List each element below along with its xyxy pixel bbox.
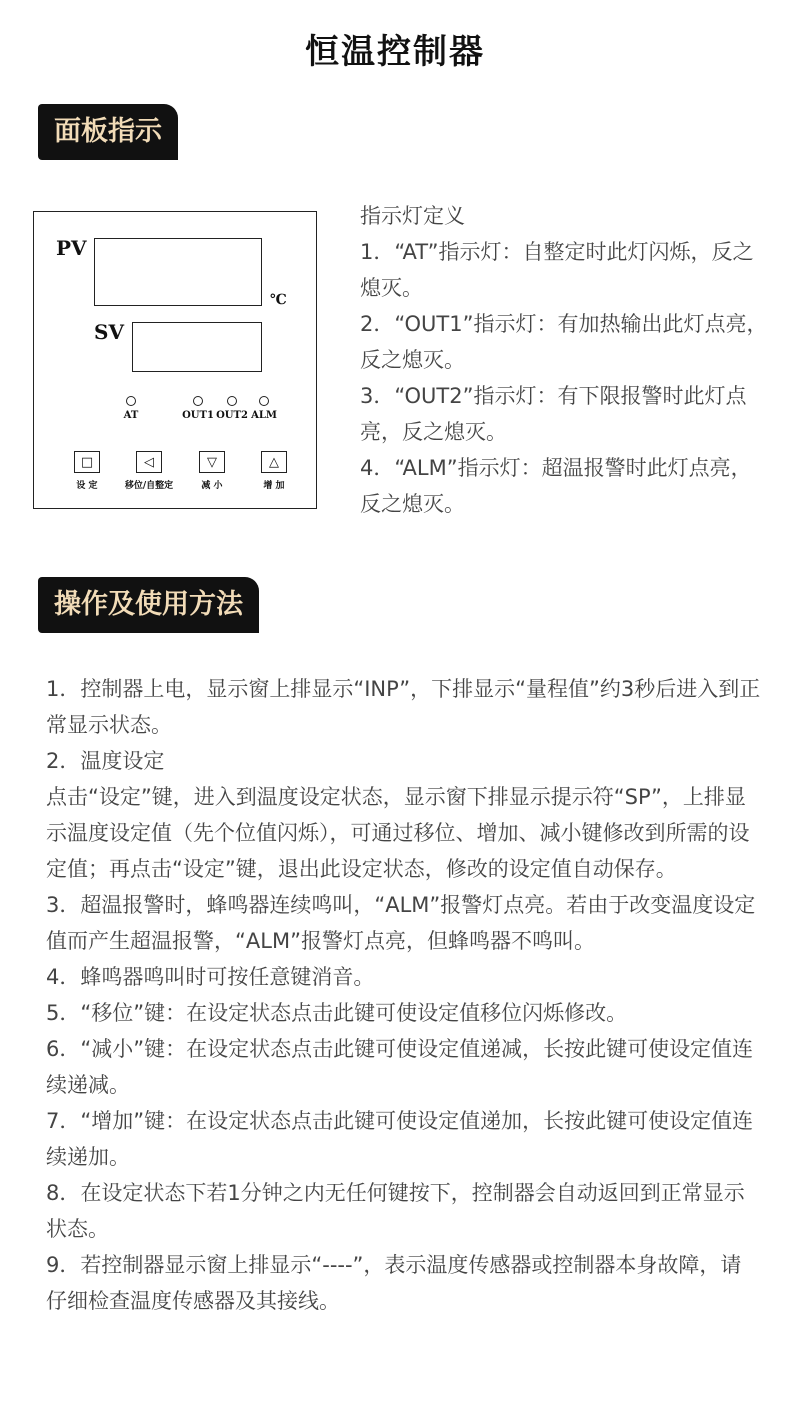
shift-key [136,451,162,473]
legend-item: 3．“OUT2”指示灯：有下限报警时此灯点亮，反之熄灭。 [360,384,747,444]
decrease-key-label: 减 小 [201,481,223,491]
triangle-down-icon: ▽ [207,454,217,470]
decrease-key [199,451,225,473]
unit-label: ℃ [270,292,287,308]
increase-key [261,451,287,473]
led-out2 [227,396,237,406]
instruction-item: 7．“增加”键：在设定状态点击此键可使设定值递加，长按此键可使设定值连续递加。 [46,1109,754,1169]
instruction-item: 2．温度设定 [46,749,165,773]
led-out1 [193,396,203,406]
instruction-item: 1．控制器上电，显示窗上排显示“INP”，下排显示“量程值”约3秒后进入到正常显示状态。 [46,677,761,737]
instruction-item: 8．在设定状态下若1分钟之内无任何键按下，控制器会自动返回到正常显示状态。 [46,1181,745,1241]
indicator-legend [360,198,770,522]
pv-label: PV [56,236,87,260]
instruction-item: 9．若控制器显示窗上排显示“----”，表示温度传感器或控制器本身故障，请仔细检查温度传感器及其接线。 [46,1253,742,1313]
pv-display-window [94,238,262,306]
legend-item: 4．“ALM”指示灯：超温报警时此灯点亮，反之熄灭。 [360,456,752,516]
legend-heading: 指示灯定义 [360,204,465,228]
led-at [126,396,136,406]
shift-key-label: 移位/自整定 [124,481,174,491]
page-title: 恒温控制器 [305,32,485,72]
set-key-label: 设 定 [76,481,98,491]
sv-label: SV [94,320,124,344]
sv-display-window [132,322,262,372]
led-out2-label: OUT2 [216,410,248,421]
controller-panel-diagram [33,211,317,509]
instruction-item: 4．蜂鸣器鸣叫时可按任意键消音。 [46,965,375,989]
square-icon: □ [80,454,94,470]
instructions [46,671,761,1319]
triangle-up-icon: △ [269,454,279,470]
led-out1-label: OUT1 [182,410,214,421]
legend-item: 1．“AT”指示灯：自整定时此灯闪烁，反之熄灭。 [360,240,754,300]
instruction-item: 5．“移位”键：在设定状态点击此键可使设定值移位闪烁修改。 [46,1001,628,1025]
instruction-item: 3．超温报警时，蜂鸣器连续鸣叫，“ALM”报警灯点亮。若由于改变温度设定值而产生超温报警，“ALM”报警灯点亮，但蜂鸣器不鸣叫。 [46,893,756,953]
section-title-panel: 面板指示 [38,104,178,160]
instruction-item: 点击“设定”键，进入到温度设定状态，显示窗下排显示提示符“SP”，上排显示温度设定值（先个位值闪烁），可通过移位、增加、减小键修改到所需的设定值；再点击“设定”键，退出此设定状态，修改的设定值自动保存。 [46,785,750,881]
led-alm [259,396,269,406]
section-title-usage: 操作及使用方法 [38,577,259,633]
set-key [74,451,100,473]
instruction-item: 6．“减小”键：在设定状态点击此键可使设定值递减，长按此键可使设定值连续递减。 [46,1037,754,1097]
increase-key-label: 增 加 [263,481,285,491]
legend-item: 2．“OUT1”指示灯：有加热输出此灯点亮，反之熄灭。 [360,312,768,372]
led-alm-label: ALM [251,410,277,421]
triangle-left-icon: ◁ [144,454,154,470]
led-at-label: AT [123,410,139,421]
